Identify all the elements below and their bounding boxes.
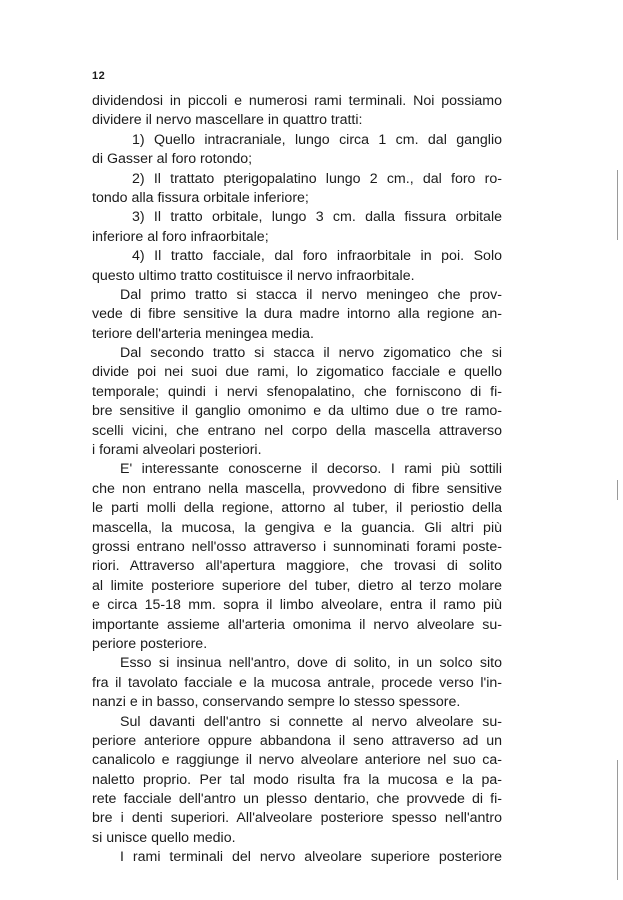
text-line: scelli vicini, che entrano nel corpo della mascella attraverso bbox=[92, 422, 502, 439]
text-line: al limite posteriore superiore del tuber, dietro al terzo molare bbox=[92, 577, 502, 594]
text-line: inferiore al foro infraorbitale; bbox=[92, 228, 269, 245]
text-line: le parti molli della regione, attorno al tuber, il periostio della bbox=[92, 500, 502, 517]
text-line: canalicolo e raggiunge il nervo alveolare anteriore nel suo ca- bbox=[92, 752, 502, 769]
text-line: 1) Quello intracraniale, lungo circa 1 cm. dal ganglio bbox=[132, 131, 502, 148]
text-line: vede di fibre sensitive la dura madre intorno alla regione an- bbox=[92, 306, 502, 323]
text-line: mascella, la mucosa, la gengiva e la guancia. Gli altri più bbox=[92, 519, 502, 536]
text-line: 4) Il tratto facciale, dal foro infraorbitale in poi. Solo bbox=[132, 248, 502, 265]
text-line: Dal secondo tratto si stacca il nervo zigomatico che si bbox=[120, 345, 502, 362]
text-line: e circa 15-18 mm. sopra il limbo alveolare, entra il ramo più bbox=[92, 597, 502, 614]
scan-edge-mark bbox=[617, 480, 618, 500]
text-line: bre sensitive il ganglio omonimo e da ultimo due o tre ramo- bbox=[92, 403, 502, 420]
text-line: rete facciale dell'antro un plesso dentario, che provvede di fi- bbox=[92, 791, 502, 808]
text-line: Dal primo tratto si stacca il nervo meningeo che prov- bbox=[120, 286, 502, 303]
text-line: di Gasser al foro rotondo; bbox=[92, 151, 253, 168]
text-line: bre i denti superiori. All'alveolare posteriore spesso nell'antro bbox=[92, 810, 502, 827]
text-line: I rami terminali del nervo alveolare superiore posteriore bbox=[120, 849, 502, 866]
text-line: temporale; quindi i nervi sfenopalatino, che forniscono di fi- bbox=[92, 383, 502, 400]
text-line: naletto proprio. Per tal modo risulta fra la mucosa e la pa- bbox=[92, 771, 502, 788]
text-line: grossi entrano nell'osso attraverso i sunnominati forami poste- bbox=[92, 538, 502, 555]
text-line: importante assieme all'arteria omonima il nervo alveolare su- bbox=[92, 616, 502, 633]
text-line: si unisce quello medio. bbox=[92, 829, 236, 846]
text-line: teriore dell'arteria meningea media. bbox=[92, 325, 314, 342]
scan-edge-mark bbox=[617, 760, 618, 880]
text-line: i forami alveolari posteriori. bbox=[92, 442, 262, 459]
scan-edge-mark bbox=[617, 170, 618, 240]
text-line: divide poi nei suoi due rami, lo zigomatico facciale e quello bbox=[92, 364, 502, 381]
text-line: 3) Il tratto orbitale, lungo 3 cm. dalla fissura orbitale bbox=[132, 209, 502, 226]
text-line: nanzi e in basso, conservando sempre lo stesso spessore. bbox=[92, 694, 461, 711]
text-line: dividendosi in piccoli e numerosi rami terminali. Noi possiamo bbox=[92, 93, 502, 109]
text-line: E' interessante conoscerne il decorso. I rami più sottili bbox=[120, 461, 502, 478]
text-line: periore posteriore. bbox=[92, 635, 208, 652]
text-line: riori. Attraverso all'apertura maggiore, che trovasi di solito bbox=[92, 558, 502, 575]
text-line: Sul davanti dell'antro si connette al nervo alveolare su- bbox=[120, 713, 502, 730]
page-number: 12 bbox=[92, 70, 106, 82]
text-line: 2) Il trattato pterigopalatino lungo 2 cm., dal foro ro- bbox=[132, 170, 502, 187]
text-line: Esso si insinua nell'antro, dove di solito, in un solco sito bbox=[120, 655, 502, 672]
body-text bbox=[92, 92, 502, 868]
text-line: tondo alla fissura orbitale inferiore; bbox=[92, 189, 309, 206]
text-line: questo ultimo tratto costituisce il nervo infraorbitale. bbox=[92, 267, 415, 284]
text-line: periore anteriore oppure abbandona il seno attraverso ad un bbox=[92, 732, 502, 749]
text-line: fra il tavolato facciale e la mucosa antrale, procede verso l'in- bbox=[92, 674, 502, 691]
text-line: che non entrano nella mascella, provvedono di fibre sensitive bbox=[92, 480, 502, 497]
text-line: dividere il nervo mascellare in quattro tratti: bbox=[92, 112, 363, 129]
